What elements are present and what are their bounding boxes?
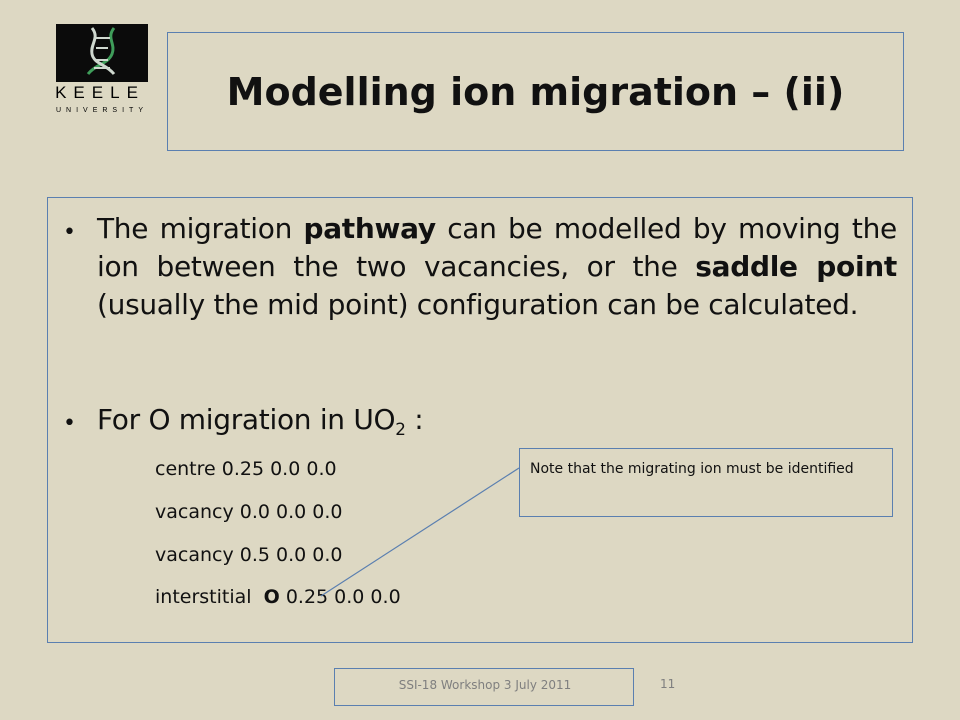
bullet-2-subscript: 2 [395, 419, 406, 439]
interstitial-label: interstitial [155, 586, 264, 608]
bullet-1-part-1: The migration [97, 212, 304, 245]
bullet-2-main: For O migration in UO [97, 403, 396, 436]
bullet-1-part-3: (usually the mid point) configuration can be calculated. [97, 288, 859, 321]
footer [334, 668, 634, 706]
bullet-dot-icon: • [63, 411, 76, 436]
logo-name: KEELE [55, 83, 145, 102]
logo-subtitle: UNIVERSITY [55, 107, 148, 114]
footer-text: SSI-18 Workshop 3 July 2011 [398, 678, 572, 692]
bullet-dot-icon: • [63, 220, 76, 245]
interstitial-coords: 0.25 0.0 0.0 [279, 586, 401, 608]
bullet-1-part-2: can be modelled by moving the ion between the two vacancies, or the [97, 212, 897, 283]
bullet-2-suffix: : [405, 403, 424, 436]
callout-note: Note that the migrating ion must be identified [519, 448, 893, 517]
bullet-1-bold-saddle-point: saddle point [695, 250, 898, 283]
coord-line-centre: centre 0.25 0.0 0.0 [155, 458, 337, 480]
slide-title: Modelling ion migration – (ii) [226, 69, 845, 114]
coord-line-vacancy-2: vacancy 0.5 0.0 0.0 [155, 544, 343, 566]
page-number: 11 [660, 677, 676, 691]
interstitial-atom: O [263, 586, 280, 608]
bullet-1-bold-pathway: pathway [303, 212, 436, 245]
coord-line-vacancy-1: vacancy 0.0 0.0 0.0 [155, 501, 343, 523]
